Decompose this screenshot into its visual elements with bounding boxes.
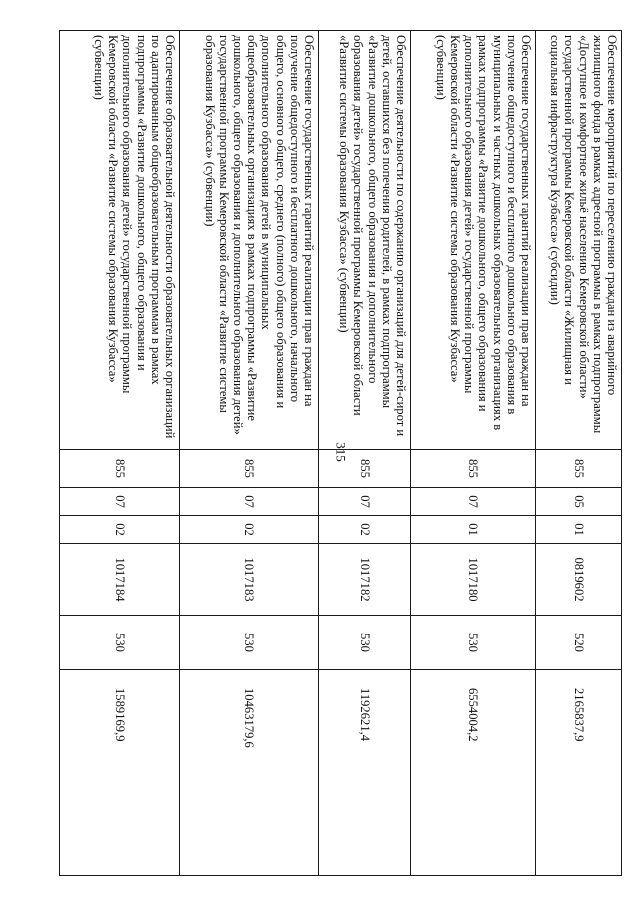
table-row <box>180 31 319 876</box>
section-code: 07 <box>180 488 319 516</box>
target-article-code: 0819602 <box>536 544 622 616</box>
section-code: 07 <box>60 488 180 516</box>
section-code: 07 <box>411 488 536 516</box>
row-description: Обеспечение деятельности по содержанию организаций для детей-сирот и детей, оставшихся без попечения родителей, в рамках подпрограммы «Развитие дошкольного, общего образования и дополнительного образования детей» государственной программы Кемеровской области «Развитие системы образования Кузбасса» (субвенции) <box>319 31 411 450</box>
amount: 2165837,9 <box>536 670 622 876</box>
table-row <box>60 31 180 876</box>
subsection-code: 01 <box>411 516 536 544</box>
table-row <box>319 31 411 876</box>
subsection-code: 02 <box>180 516 319 544</box>
ministry-code: 855 <box>411 450 536 488</box>
expense-type-code: 520 <box>536 616 622 670</box>
amount: 6554004,2 <box>411 670 536 876</box>
section-code: 07 <box>319 488 411 516</box>
ministry-code: 855 <box>536 450 622 488</box>
section-code: 05 <box>536 488 622 516</box>
target-article-code: 1017184 <box>60 544 180 616</box>
subsection-code: 01 <box>536 516 622 544</box>
row-description: Обеспечение образовательной деятельности образовательных организаций по адаптированным общеобразовательным программам в рамках подпрограммы «Развитие дошкольного, общего образования и дополнительного образования детей» государственной программы Кемеровской области «Развитие системы образования Кузбасса» (субвенции) <box>60 31 180 450</box>
expense-type-code: 530 <box>411 616 536 670</box>
ministry-code: 855 <box>319 450 411 488</box>
subsection-code: 02 <box>319 516 411 544</box>
target-article-code: 1017180 <box>411 544 536 616</box>
expense-type-code: 530 <box>180 616 319 670</box>
budget-table <box>59 30 622 876</box>
row-description: Обеспечение государственных гарантий реализации прав граждан на получение общедоступного и бесплатного дошкольного образования в муниципальных и частных дошкольных образовательных организациях в рамках подпрограммы «Развитие дошкольного, общего образования и дополнительного образования детей» государственной программы Кемеровской области «Развитие системы образования Кузбасса» (субвенции) <box>411 31 536 450</box>
target-article-code: 1017183 <box>180 544 319 616</box>
target-article-code: 1017182 <box>319 544 411 616</box>
subsection-code: 02 <box>60 516 180 544</box>
expense-type-code: 530 <box>319 616 411 670</box>
ministry-code: 855 <box>180 450 319 488</box>
amount: 10463179,6 <box>180 670 319 876</box>
amount: 1589169,9 <box>60 670 180 876</box>
expense-type-code: 530 <box>60 616 180 670</box>
budget-table-container <box>60 30 622 875</box>
page-number: 315 <box>333 442 349 462</box>
table-row <box>536 31 622 876</box>
row-description: Обеспечение государственных гарантий реализации прав граждан на получение общедоступного и бесплатного дошкольного, начального общего, основного общего, среднего (полного) общего образования и дополнительного образования детей в муниципальных общеобразовательных организациях в рамках подпрограммы «Развитие дошкольного, общего образования и дополнительного образования детей» государственной программы Кемеровской области «Развитие системы образования Кузбасса» (субвенции) <box>180 31 319 450</box>
row-description: Обеспечение мероприятий по переселению граждан из аварийного жилищного фонда в рамках адресной программы в рамках подпрограммы «Доступное и комфортное жильё населению Кемеровской области» государственной программы Кемеровской области «Жилищная и социальная инфраструктура Кузбасса» (субсидии) <box>536 31 622 450</box>
table-row <box>411 31 536 876</box>
ministry-code: 855 <box>60 450 180 488</box>
amount: 1192621,4 <box>319 670 411 876</box>
